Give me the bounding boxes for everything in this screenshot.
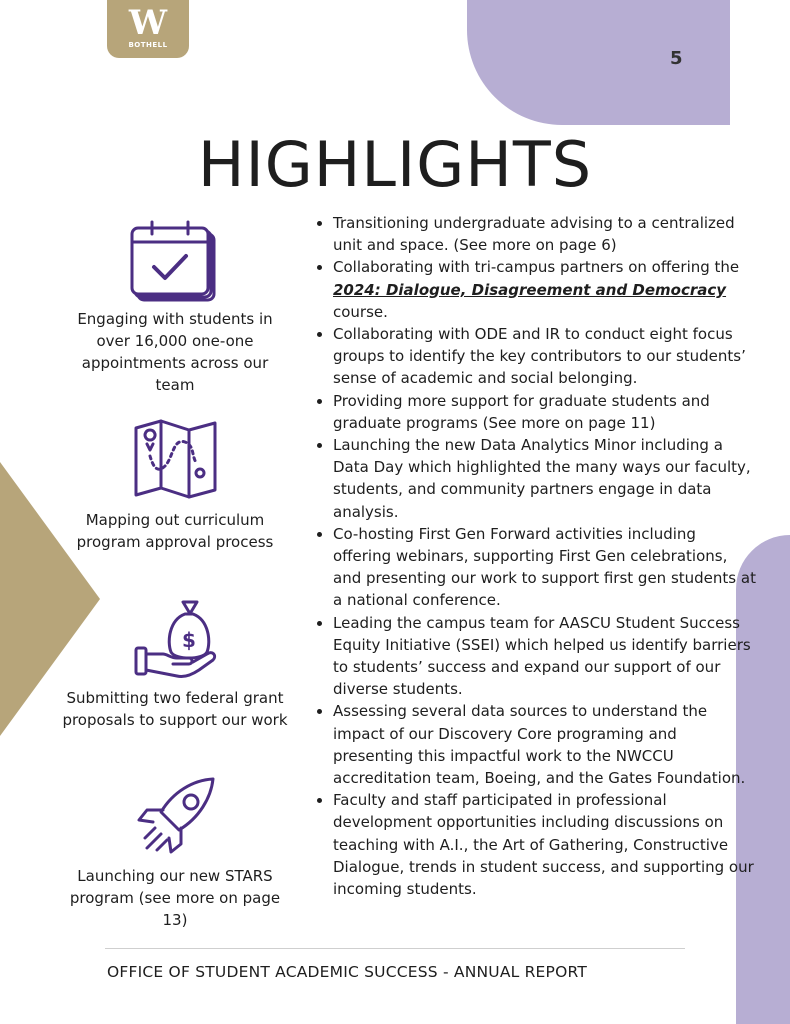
list-item: • Transitioning undergraduate advising to a centralized unit and space. (See more on page 6) bbox=[333, 212, 758, 256]
money-bag-hand-icon bbox=[133, 598, 219, 682]
svg-text:$: $ bbox=[182, 628, 196, 652]
list-item: • Leading the campus team for AASCU Student Success Equity Initiative (SSEI) which helped us identify barriers to students’ success and expand our support of our diverse students. bbox=[333, 612, 758, 701]
list-item bbox=[333, 256, 758, 323]
page-number: 5 bbox=[670, 48, 683, 69]
list-item-text: Collaborating with tri-campus partners on offering the bbox=[333, 258, 740, 277]
list-item: • Collaborating with ODE and IR to conduct eight focus groups to identify the key contributors to our students’ sense of academic and social belonging. bbox=[333, 323, 758, 390]
list-item: • Co-hosting First Gen Forward activities including offering webinars, supporting First Gen celebrations, and presenting our work to support first gen students at a national conference. bbox=[333, 523, 758, 612]
list-item: • Providing more support for graduate students and graduate programs (See more on page 11) bbox=[333, 390, 758, 434]
highlights-list bbox=[313, 212, 758, 900]
folded-map-icon bbox=[133, 418, 219, 500]
course-link[interactable]: 2024: Dialogue, Disagreement and Democracy bbox=[333, 280, 727, 299]
logo-letter: W bbox=[128, 3, 168, 43]
page-title: HIGHLIGHTS bbox=[197, 128, 593, 201]
highlight-caption-1: Engaging with students in over 16,000 one-one appointments across our team bbox=[77, 310, 273, 394]
list-item: • Launching the new Data Analytics Minor including a Data Day which highlighted the many ways our faculty, students, and community partners engage in data analysis. bbox=[333, 434, 758, 523]
rocket-icon bbox=[135, 776, 217, 860]
footer-text: OFFICE OF STUDENT ACADEMIC SUCCESS - ANNUAL REPORT bbox=[107, 963, 588, 981]
list-item-text: course. bbox=[333, 302, 388, 321]
footer-divider bbox=[105, 948, 685, 949]
logo-subtitle: BOTHELL bbox=[128, 41, 168, 49]
highlight-caption-4: Launching our new STARS program (see more on page 13) bbox=[69, 867, 281, 929]
list-item: • Assessing several data sources to understand the impact of our Discovery Core programing and presenting this impactful work to the NWCCU accreditation team, Boeing, and the Gates Foundation. bbox=[333, 700, 758, 789]
uw-bothell-logo bbox=[107, 0, 189, 58]
list-item: • Faculty and staff participated in professional development opportunities including discussions on teaching with A.I., the Art of Gathering, Constructive Dialogue, trends in student success, and supporting our incoming students. bbox=[333, 789, 758, 900]
corner-decoration bbox=[467, 0, 730, 125]
calendar-check-icon bbox=[130, 220, 220, 306]
highlight-caption-2: Mapping out curriculum program approval process bbox=[76, 511, 274, 551]
highlight-caption-3: Submitting two federal grant proposals to support our work bbox=[62, 689, 288, 729]
